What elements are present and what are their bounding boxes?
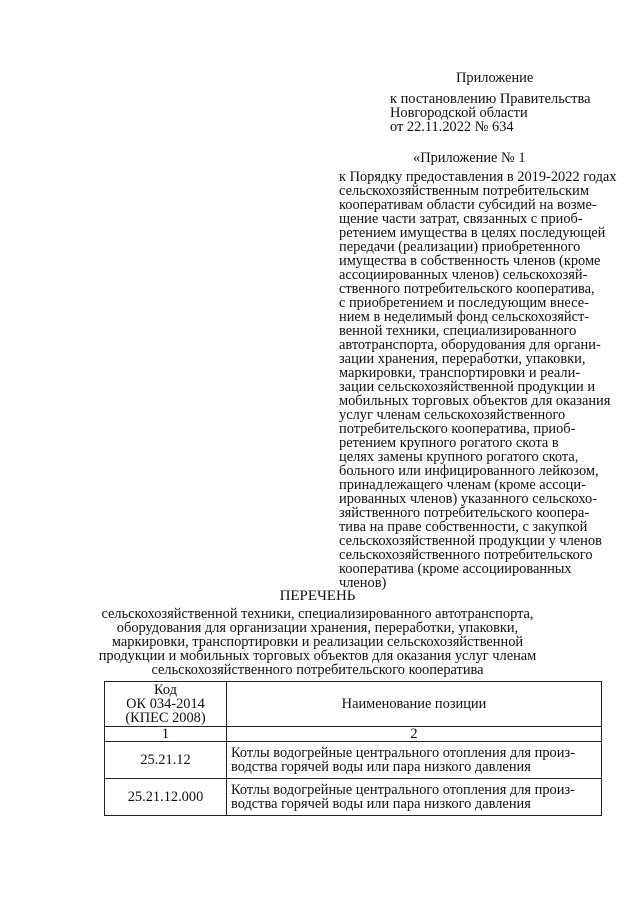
row-name-line: водства горячей воды или пара низкого давления (231, 759, 531, 775)
procedure-line: зации сельскохозяйственной продукции и (339, 379, 596, 395)
procedure-line: кооператива (кроме ассоциированных (339, 561, 572, 577)
procedure-line: зации хранения, переработки, упаковки, (339, 351, 586, 367)
procedure-line: сельскохозяйственного потребительского (339, 547, 593, 563)
decree-reference (390, 92, 590, 134)
procedure-line: кооперативам области субсидий на возме- (339, 197, 597, 213)
procedure-line: к Порядку предоставления в 2019-2022 годах (339, 169, 617, 185)
list-subtitle-line: продукции и мобильных торговых объектов для оказания услуг членам (98, 648, 537, 664)
procedure-line: тива на праве собственности, с закупкой (339, 519, 588, 535)
row-name-line: Котлы водогрейные центрального отопления для произ- (231, 782, 575, 798)
header-name-text: Наименование позиции (341, 696, 487, 712)
procedure-line: мобильных торговых объектов для оказания (339, 393, 611, 409)
procedure-line: ассоциированных членов) сельскохозяй- (339, 267, 588, 283)
procedure-line: ственного потребительского кооператива, (339, 281, 595, 297)
procedure-line: принадлежащего членам (кроме ассоци- (339, 477, 586, 493)
procedure-line: нием в неделимый фонд сельскохозяйст- (339, 309, 590, 325)
header-code-cell (105, 682, 227, 727)
list-subtitle (0, 607, 635, 677)
row-code-cell: 25.21.12.000 (105, 779, 227, 816)
procedure-line: больного или инфицированного лейкозом, (339, 463, 599, 479)
procedure-reference (339, 170, 616, 590)
decree-line: к постановлению Правительства (390, 91, 591, 107)
column-number-1: 1 (105, 727, 227, 742)
appendix-title-text: Приложение (456, 70, 534, 86)
appendix-title (456, 71, 533, 85)
header-code-line: (КПЕС 2008) (125, 710, 206, 726)
list-subtitle-line: маркировки, транспортировки и реализации сельскохозяйственной (111, 634, 524, 650)
procedure-line: имущества в собственность членов (кроме (339, 253, 601, 269)
list-title (0, 589, 635, 603)
appendix-label-text: «Приложение № 1 (413, 150, 526, 166)
list-subtitle-line: оборудования для организации хранения, переработки, упаковки, (116, 620, 519, 636)
list-subtitle-line: сельскохозяйственной техники, специализированного автотранспорта, (101, 606, 534, 622)
header-code-line: ОК 034-2014 (126, 696, 205, 712)
table-row (105, 742, 602, 779)
decree-line: от 22.11.2022 № 634 (390, 119, 514, 135)
row-name-line: Котлы водогрейные центрального отопления для произ- (231, 745, 575, 761)
positions-table (104, 681, 602, 816)
procedure-line: членов) (339, 575, 387, 591)
column-number-2: 2 (227, 727, 602, 742)
row-name-cell (227, 779, 602, 816)
procedure-line: автотранспорта, оборудования для органи- (339, 337, 601, 353)
procedure-line: с приобретением и последующим внесе- (339, 295, 589, 311)
decree-line: Новгородской области (390, 105, 528, 121)
procedure-line: сельскохозяйственным потребительским (339, 183, 589, 199)
list-title-text: ПЕРЕЧЕНЬ (279, 588, 356, 604)
procedure-line: потребительского кооператива, приоб- (339, 421, 576, 437)
procedure-line: ретением крупного рогатого скота в (339, 435, 559, 451)
procedure-line: сельскохозяйственной продукции у членов (339, 533, 602, 549)
appendix-label (413, 151, 526, 165)
procedure-line: ированных членов) указанного сельскохо- (339, 491, 598, 507)
header-name-cell (227, 682, 602, 727)
column-number-row (105, 727, 602, 742)
procedure-line: щение части затрат, связанных с приоб- (339, 211, 583, 227)
row-code-cell: 25.21.12 (105, 742, 227, 779)
header-code-line: Код (154, 682, 177, 698)
procedure-line: ретением имущества в целях последующей (339, 225, 606, 241)
procedure-line: маркировки, транспортировки и реали- (339, 365, 581, 381)
procedure-line: услуг членам сельскохозяйственного (339, 407, 566, 423)
procedure-line: венной техники, специализированного (339, 323, 577, 339)
procedure-line: передачи (реализации) приобретенного (339, 239, 581, 255)
table-header-row (105, 682, 602, 727)
row-name-cell (227, 742, 602, 779)
table-row (105, 779, 602, 816)
list-subtitle-line: сельскохозяйственного потребительского кооператива (151, 662, 484, 678)
procedure-line: зяйственного потребительского коопера- (339, 505, 590, 521)
procedure-line: целях замены крупного рогатого скота, (339, 449, 579, 465)
row-name-line: водства горячей воды или пара низкого давления (231, 796, 531, 812)
